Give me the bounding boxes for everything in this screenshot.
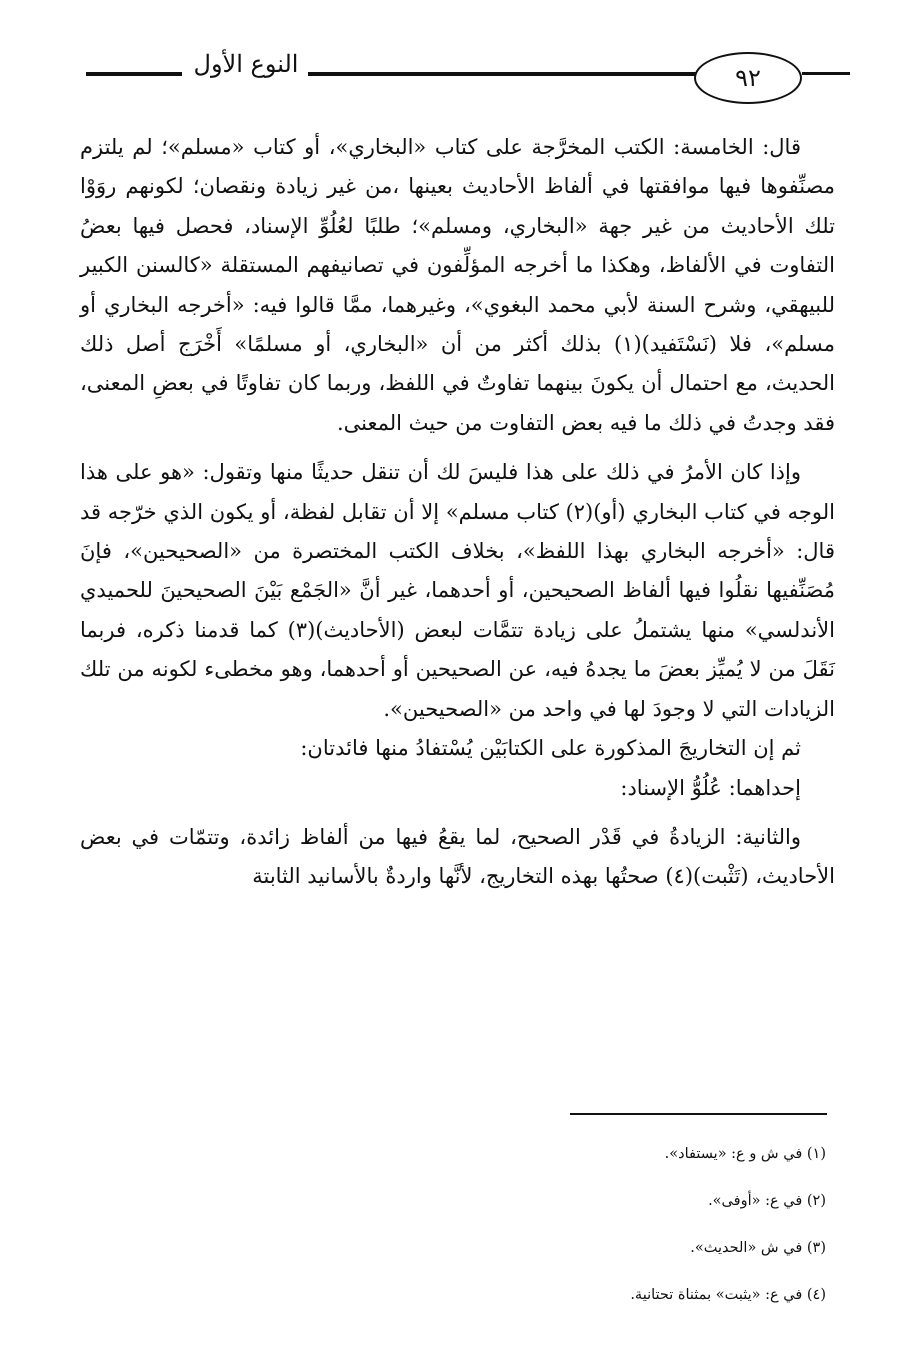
footnote-2: (٢) في ع: «أوفى». [708, 1193, 826, 1209]
paragraph-1: قال: الخامسة: الكتب المخرَّجة على كتاب «البخاري»، أو كتاب «مسلم»؛ لم يلتزم مصنِّفوها فيها موافقتها في ألفاظ الأحاديث بعينها ،من غير زيادة ونقصان؛ لكونهم روَوْا تلك الأحاديث من غير جهة «البخاري، ومسلم»؛ طلبًا لعُلُوِّ الإسناد، فحصل فيها بعضُ التفاوت في الألفاظ، وهكذا ما أخرجه المؤلِّفون في تصانيفهم المستقلة «كالسنن الكبير للبيهقي، وشرح السنة لأبي محمد البغوي»، وغيرهما، ممَّا قالوا فيه: «أخرجه البخاري أو مسلم»، فلا (نَسْتَفيد)(١) بذلك أكثر من أن «البخاري، أو مسلمًا» أَخْرَج أصل ذلك الحديث، مع احتمال أن يكونَ بينهما تفاوتٌ في اللفظ، وربما كان تفاوتًا في بعضِ المعنى، فقد وجدتُ في ذلك ما فيه بعض التفاوت من حيث المعنى. [80, 135, 835, 435]
header-rule-middle [308, 72, 744, 76]
footnote-separator [570, 1113, 827, 1115]
footnotes [480, 1134, 826, 1322]
paragraph-3: ثم إن التخاريجَ المذكورة على الكتابَيْن يُسْتفادُ منها فائدتان: [300, 736, 801, 761]
paragraph-5: والثانية: الزيادةُ في قَدْر الصحيح، لما يقعُ فيها من ألفاظ زائدة، وتتمّات في بعض الأحاديث، (تَثْبت)(٤) صحتُها بهذه التخاريج، لأنَّها واردةٌ بالأسانيد الثابتة [80, 824, 835, 889]
paragraph-2: وإذا كان الأمرُ في ذلك على هذا فليسَ لك أن تنقل حديثًا منها وتقول: «هو على هذا الوجه في كتاب البخاري (أو)(٢) كتاب مسلم» إلا أن تقابل لفظة، أو يكون الذي خرّجه قد قال: «أخرجه البخاري بهذا اللفظ»، بخلاف الكتب المختصرة من «الصحيحين»، فإنَ مُصَنِّفيها نقلُوا فيها ألفاظ الصحيحين، أو أحدهما، غير أنَّ «الجَمْع بَيْنَ الصحيحينَ للحميدي الأندلسي» منها يشتملُ على زيادة تتمَّات لبعض (الأحاديث)(٣) كما قدمنا ذكره، فربما نَقَلَ من لا يُميِّز بعضَ ما يجدهُ فيه، عن الصحيحين أو أحدهما، وهو مخطىء لكونه من تلك الزيادات التي لا وجودَ لها في واحد من «الصحيحين». [80, 460, 835, 721]
main-text [80, 128, 835, 907]
paragraph-4: إحداهما: عُلُوُّ الإسناد: [620, 775, 801, 800]
page-number-oval [694, 52, 802, 104]
footnote-4: (٤) في ع: «يثبت» بمثناة تحتانية. [630, 1287, 826, 1303]
running-title: النوع الأول [193, 50, 299, 78]
header-rule-right [802, 72, 850, 75]
page-number: ٩٢ [735, 64, 761, 92]
page-header [60, 38, 850, 108]
footnote-3: (٣) في ش «الحديث». [690, 1240, 826, 1256]
header-rule-left [86, 72, 182, 76]
footnote-1: (١) في ش و ع: «يستفاد». [664, 1146, 826, 1162]
